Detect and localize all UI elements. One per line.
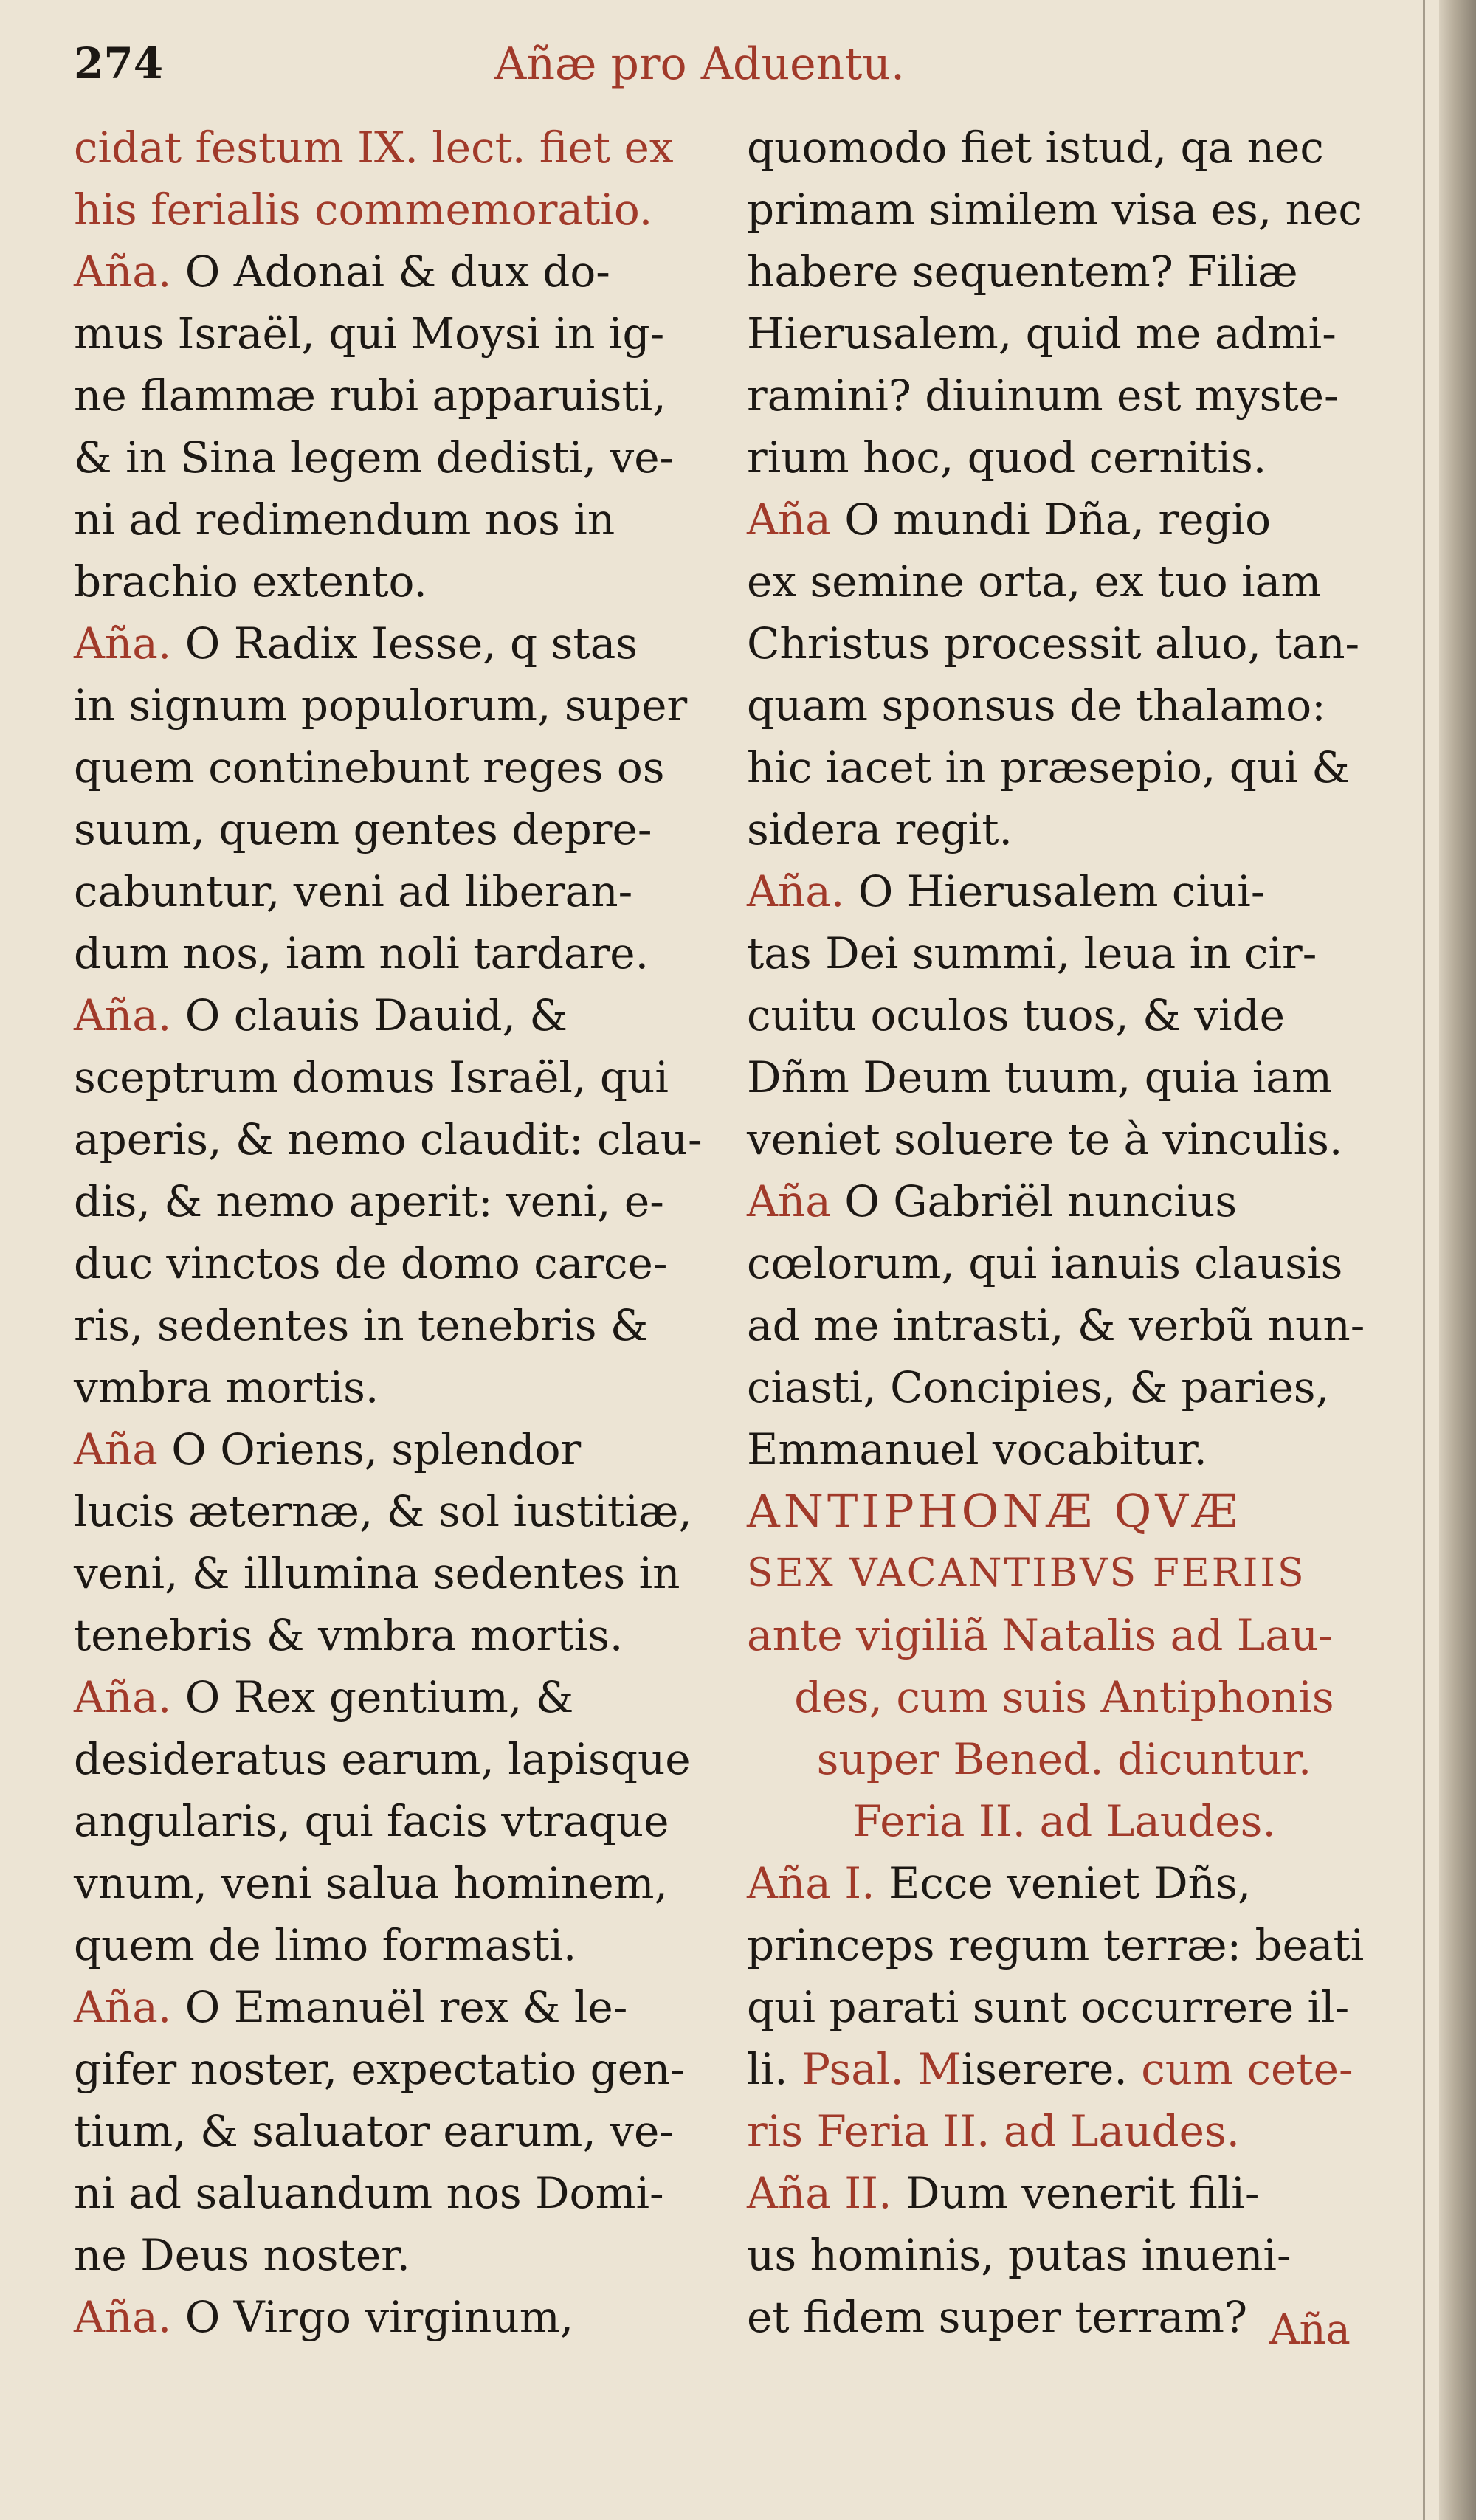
text-line: sidera regit.	[747, 804, 1013, 855]
antiphon-marker: Aña.	[74, 1672, 172, 1722]
running-head: Añæ pro Aduentu.	[494, 38, 906, 90]
antiphon-marker: Aña II.	[747, 2168, 892, 2218]
text-line: ni ad saluandum nos Domi-	[74, 2168, 664, 2218]
text-line: et fidem super terram?	[747, 2292, 1248, 2342]
text-line: Dñm Deum tuum, quia iam	[747, 1052, 1332, 1102]
antiphon-marker: Aña I.	[747, 1858, 875, 1908]
catchword: Aña	[1269, 2306, 1351, 2354]
psalm-rubric: cum cete-	[1127, 2044, 1353, 2094]
rubric-line: des, cum suis Antiphonis	[794, 1672, 1334, 1722]
text-line: ne flammæ rubi apparuisti,	[74, 370, 666, 421]
text-line: brachio extento.	[74, 556, 427, 607]
text-line: vnum, veni salua hominem,	[74, 1858, 668, 1908]
text-line: tenebris & vmbra mortis.	[74, 1610, 624, 1660]
page-edge	[1439, 0, 1476, 2520]
text-line: aperis, & nemo claudit: clau-	[74, 1114, 703, 1164]
text-line: quomodo fiet istud, qa nec	[747, 122, 1324, 173]
rubric-line: ris Feria II. ad Laudes.	[747, 2106, 1241, 2156]
text-line: veniet soluere te à vinculis.	[747, 1114, 1343, 1164]
antiphon-line	[74, 1976, 731, 2038]
antiphon-line	[74, 984, 731, 1046]
text-line: mus Israël, qui Moysi in ig-	[74, 308, 665, 359]
antiphon-line	[747, 1852, 1382, 1914]
text-line: O Hierusalem ciui-	[844, 866, 1266, 916]
text-line: sceptrum domus Israël, qui	[74, 1052, 669, 1102]
antiphon-line	[74, 1666, 731, 1728]
antiphon-marker: Aña.	[747, 866, 845, 916]
left-column	[74, 117, 731, 2348]
rubric-line: super Bened. dicuntur.	[816, 1734, 1312, 1784]
text-line: ne Deus noster.	[74, 2230, 410, 2280]
text-line: in signum populorum, super	[74, 680, 688, 731]
antiphon-line	[74, 1418, 731, 1480]
text-line: cidat festum IX. lect. fiet ex	[74, 122, 674, 173]
antiphon-marker: Aña.	[74, 990, 172, 1040]
antiphon-line	[74, 2286, 731, 2348]
antiphon-marker: Aña	[747, 494, 831, 545]
text-line: duc vinctos de domo carce-	[74, 1238, 668, 1288]
text-line: qui parati sunt occurrere il-	[747, 1982, 1350, 2032]
psalm-rubric: Psal. M	[787, 2044, 962, 2094]
antiphon-marker: Aña.	[74, 2292, 172, 2342]
section-heading: ANTIPHONÆ QVÆ	[747, 1484, 1242, 1538]
text-line: O Oriens, splendor	[157, 1424, 582, 1474]
text-line: Dum venerit fili-	[892, 2168, 1260, 2218]
text-line: Hierusalem, quid me admi-	[747, 308, 1337, 359]
antiphon-line	[74, 241, 731, 303]
text-line: his ferialis commemoratio.	[74, 184, 653, 235]
text-line: & in Sina legem dedisti, ve-	[74, 432, 675, 483]
text-line: hic iacet in præsepio, qui &	[747, 742, 1350, 793]
text-line: quem de limo formasti.	[74, 1920, 577, 1970]
rubric-line: ante vigiliã Natalis ad Lau-	[747, 1610, 1333, 1660]
text-line: quam sponsus de thalamo:	[747, 680, 1326, 731]
text-line: Emmanuel vocabitur.	[747, 1424, 1207, 1474]
antiphon-marker: Aña.	[74, 618, 172, 669]
text-line: rium hoc, quod cernitis.	[747, 432, 1267, 483]
text-line: veni, & illumina sedentes in	[74, 1548, 680, 1598]
antiphon-marker: Aña.	[74, 1982, 172, 2032]
text-line: princeps regum terræ: beati	[747, 1920, 1365, 1970]
psalm-line	[747, 2038, 1382, 2100]
text-line: dum nos, iam noli tardare.	[74, 928, 649, 978]
text-line: li.	[747, 2044, 788, 2094]
text-line: vmbra mortis.	[74, 1362, 379, 1412]
text-line: cabuntur, veni ad liberan-	[74, 866, 633, 916]
page-fold-line	[1423, 0, 1425, 2520]
text-line: iserere.	[961, 2044, 1128, 2094]
text-line: ramini? diuinum est myste-	[747, 370, 1339, 421]
text-line: desideratus earum, lapisque	[74, 1734, 691, 1784]
section-subheading: SEX VACANTIBVS FERIIS	[747, 1551, 1306, 1595]
text-line: O Rex gentium, &	[171, 1672, 574, 1722]
antiphon-marker: Aña	[747, 1176, 831, 1226]
text-line: suum, quem gentes depre-	[74, 804, 652, 855]
text-line: us hominis, putas inueni-	[747, 2230, 1292, 2280]
text-line: quem continebunt reges os	[74, 742, 665, 793]
text-line: O Virgo virginum,	[171, 2292, 574, 2342]
text-line: tium, & saluator earum, ve-	[74, 2106, 674, 2156]
text-line: ris, sedentes in tenebris &	[74, 1300, 649, 1350]
text-line: habere sequentem? Filiæ	[747, 246, 1298, 297]
antiphon-line	[74, 612, 731, 674]
text-line: O Adonai & dux do-	[171, 246, 610, 297]
text-line: tas Dei summi, leua in cir-	[747, 928, 1317, 978]
antiphon-marker: Aña.	[74, 246, 172, 297]
text-line: primam similem visa es, nec	[747, 184, 1362, 235]
text-line: lucis æternæ, & sol iustitiæ,	[74, 1486, 692, 1536]
right-column	[747, 117, 1382, 2348]
text-line: O Gabriël nuncius	[830, 1176, 1238, 1226]
text-line: dis, & nemo aperit: veni, e-	[74, 1176, 664, 1226]
antiphon-marker: Aña	[74, 1424, 158, 1474]
text-line: O clauis Dauid, &	[171, 990, 568, 1040]
antiphon-line	[747, 860, 1382, 922]
text-line: O Emanuël rex & le-	[171, 1982, 628, 2032]
text-line: O mundi Dña, regio	[830, 494, 1272, 545]
antiphon-line	[747, 489, 1382, 550]
text-line: Ecce veniet Dñs,	[875, 1858, 1252, 1908]
text-line: ex semine orta, ex tuo iam	[747, 556, 1322, 607]
text-line: gifer noster, expectatio gen-	[74, 2044, 686, 2094]
text-line: ad me intrasti, & verbũ nun-	[747, 1300, 1365, 1350]
antiphon-line	[747, 2162, 1382, 2224]
antiphon-line	[747, 1170, 1382, 1232]
text-line: ciasti, Concipies, & paries,	[747, 1362, 1330, 1412]
text-line: ni ad redimendum nos in	[74, 494, 615, 545]
page-header	[74, 38, 1351, 97]
page-number: 274	[74, 38, 164, 89]
text-line: cœlorum, qui ianuis clausis	[747, 1238, 1343, 1288]
text-line: cuitu oculos tuos, & vide	[747, 990, 1285, 1040]
text-line: angularis, qui facis vtraque	[74, 1796, 669, 1846]
text-line: O Radix Iesse, q stas	[171, 618, 638, 669]
text-line: Christus processit aluo, tan-	[747, 618, 1360, 669]
feria-heading: Feria II. ad Laudes.	[852, 1796, 1276, 1846]
